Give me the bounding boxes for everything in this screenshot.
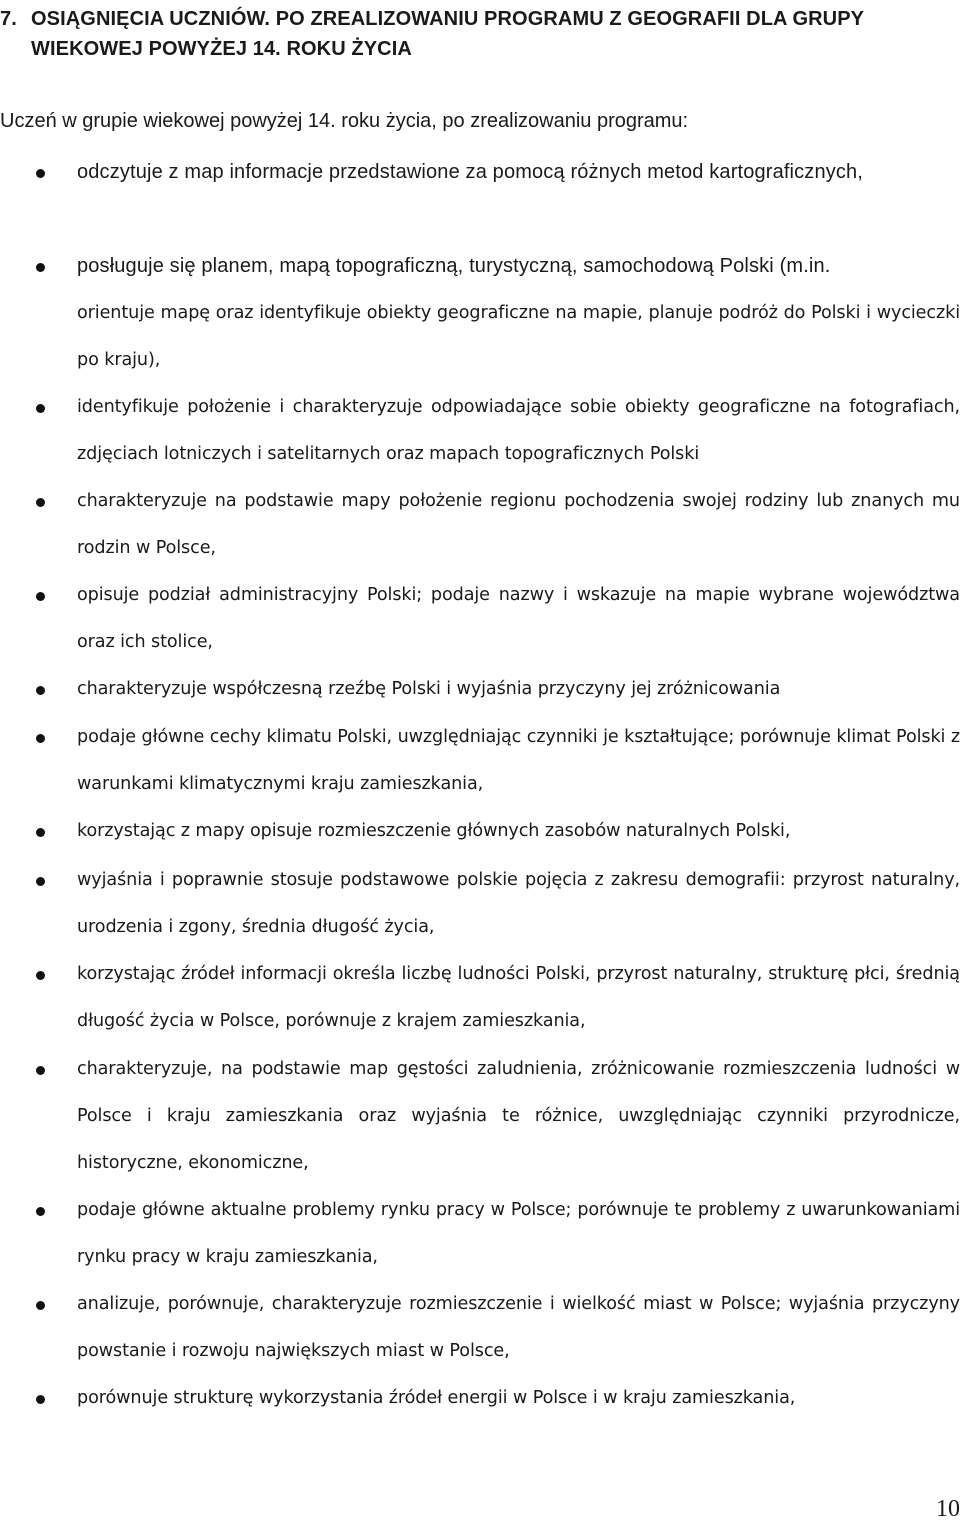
bullet-icon bbox=[36, 404, 45, 413]
bullet-icon bbox=[36, 828, 45, 837]
section-title-line-2: WIEKOWEJ POWYŻEJ 14. ROKU ŻYCIA bbox=[31, 38, 412, 60]
intro-sentence bbox=[0, 107, 688, 135]
list-item-text: podaje główne cechy klimatu Polski, uwzględniając czynniki je kształtujące; porównuje klimat Polski z warunkami klimatycznymi kraju zamieszkania, bbox=[77, 727, 960, 794]
bullet-icon bbox=[36, 686, 45, 695]
bullet-icon bbox=[36, 263, 45, 272]
section-title-line-1: OSIĄGNIĘCIA UCZNIÓW. PO ZREALIZOWANIU PROGRAMU Z GEOGRAFII DLA GRUPY bbox=[31, 8, 865, 30]
section-number: 7. bbox=[0, 8, 17, 30]
list-item-text: charakteryzuje na podstawie mapy położenie regionu pochodzenia swojej rodziny lub znanych mu rodzin w Polsce, bbox=[77, 491, 960, 558]
bullet-icon bbox=[36, 1066, 45, 1075]
list-item-text: wyjaśnia i poprawnie stosuje podstawowe polskie pojęcia z zakresu demografii: przyrost naturalny, urodzenia i zgony, średnia długość życia, bbox=[77, 870, 960, 937]
section-heading bbox=[0, 4, 950, 64]
list-item-text: analizuje, porównuje, charakteryzuje rozmieszczenie i wielkość miast w Polsce; wyjaśnia przyczyny powstanie i rozwoju największych miast w Polsce, bbox=[77, 1294, 960, 1361]
intro-text: Uczeń w grupie wiekowej powyżej 14. roku życia, po zrealizowaniu programu: bbox=[0, 110, 689, 132]
list-item-text: opisuje podział administracyjny Polski; podaje nazwy i wskazuje na mapie wybrane województwa oraz ich stolice, bbox=[77, 585, 960, 652]
list-item-text: korzystając z mapy opisuje rozmieszczenie głównych zasobów naturalnych Polski, bbox=[77, 821, 791, 841]
bullet-icon bbox=[36, 1207, 45, 1216]
bullet-icon bbox=[36, 592, 45, 601]
bullet-icon bbox=[36, 1395, 45, 1404]
list-item-text: identyfikuje położenie i charakteryzuje odpowiadające sobie obiekty geograficzne na fotografiach, zdjęciach lotniczych i satelitarnych oraz mapach topograficznych Polski bbox=[77, 397, 960, 464]
list-item-text: korzystając źródeł informacji określa liczbę ludności Polski, przyrost naturalny, strukturę płci, średnią długość życia w Polsce, porównuje z krajem zamieszkania, bbox=[77, 964, 960, 1031]
bullet-icon bbox=[36, 734, 45, 743]
bullet-icon bbox=[36, 1301, 45, 1310]
page-number: 10 bbox=[936, 1496, 960, 1522]
bullet-icon bbox=[36, 498, 45, 507]
list-item-text: charakteryzuje współczesną rzeźbę Polski i wyjaśnia przyczyny jej zróżnicowania bbox=[77, 679, 781, 699]
list-item-text: odczytuje z map informacje przedstawione za pomocą różnych metod kartograficznych, bbox=[77, 161, 863, 183]
list-item-text: orientuje mapę oraz identyfikuje obiekty geograficzne na mapie, planuje podróż do Polski i wycieczki po kraju), bbox=[77, 303, 960, 370]
list-item-text: posługuje się planem, mapą topograficzną, turystyczną, samochodową Polski (m.in. bbox=[77, 255, 831, 277]
list-item-text: podaje główne aktualne problemy rynku pracy w Polsce; porównuje te problemy z uwarunkowaniami rynku pracy w kraju zamieszkania, bbox=[77, 1200, 960, 1267]
bullet-icon bbox=[36, 169, 45, 178]
list-item-text: porównuje strukturę wykorzystania źródeł energii w Polsce i w kraju zamieszkania, bbox=[77, 1388, 796, 1408]
list-item-text: charakteryzuje, na podstawie map gęstości zaludnienia, zróżnicowanie rozmieszczenia ludności w Polsce i kraju zamieszkania oraz wyjaśnia te różnice, uwzględniając czynniki przyrodnicze, historyczne, ekonomiczne, bbox=[77, 1059, 960, 1173]
bullet-icon bbox=[36, 877, 45, 886]
bullet-icon bbox=[36, 971, 45, 980]
